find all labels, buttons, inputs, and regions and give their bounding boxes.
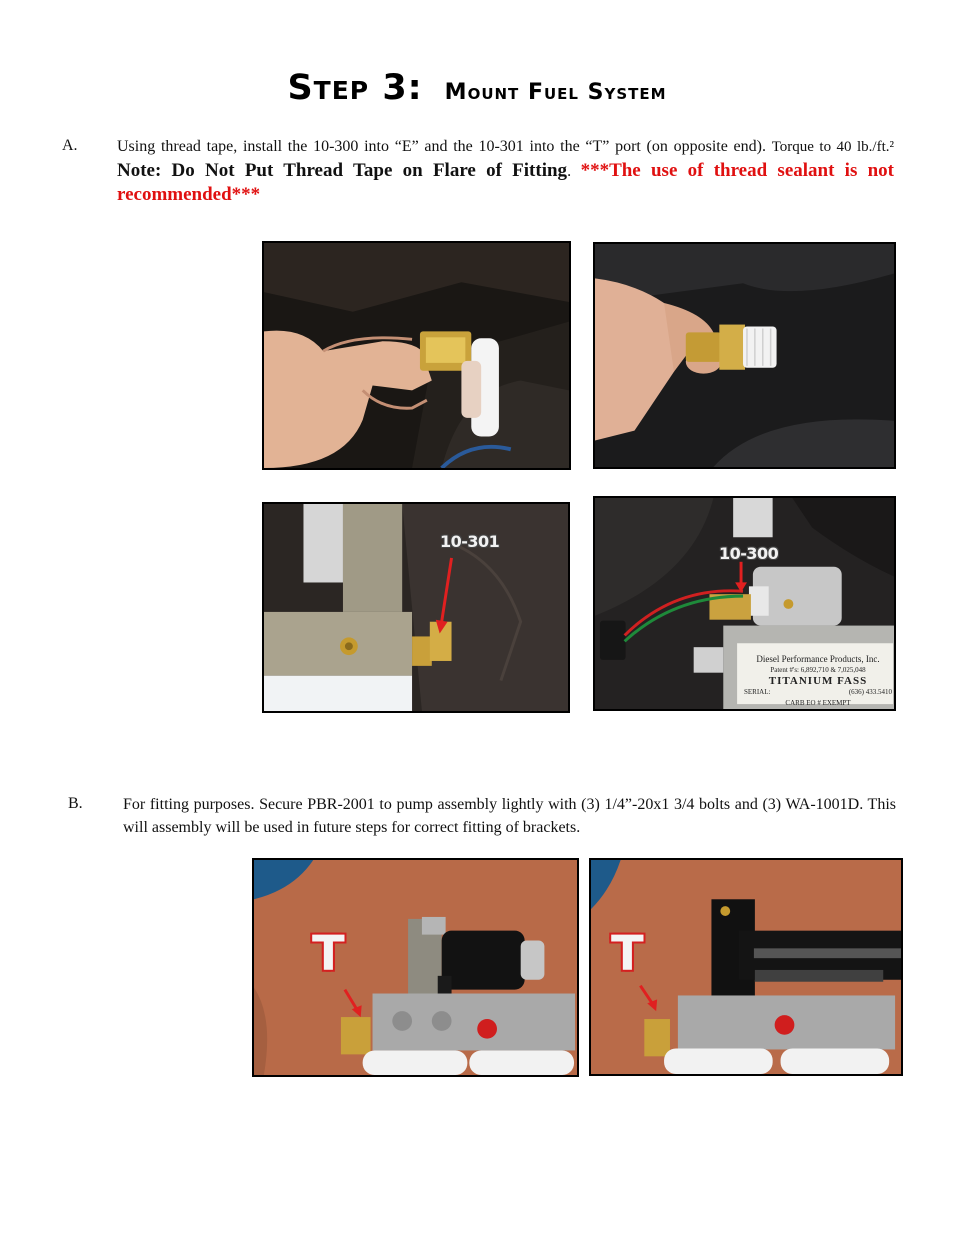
step-b-text: For fitting purposes. Secure PBR-2001 to pump assembly lightly with (3) 1/4”-20x1 3/4 bolts and (3) WA-1001D. This will assembly will be used in future steps for correct fitting of brackets.: [123, 796, 896, 836]
photo-10-300-installed: [593, 496, 896, 711]
plate-company: Diesel Performance Products, Inc.: [756, 654, 880, 664]
step-a-period: .: [567, 163, 572, 180]
plate-serial: SERIAL:: [744, 688, 771, 696]
step-b-letter: B.: [68, 795, 83, 812]
photo-pump-assembly-right: [589, 858, 903, 1076]
step-subtitle: Mount Fuel System: [444, 80, 667, 105]
plate-carb: CARB EO # EXEMPT: [785, 699, 851, 707]
step-a-text: [117, 135, 894, 207]
page-title: [0, 68, 954, 108]
step-a-torque: Torque to 40 lb./ft.²: [771, 139, 895, 155]
product-label-plate: [740, 654, 896, 709]
callout-10-300: 10-300: [719, 544, 779, 563]
step-a-letter: A.: [62, 137, 78, 154]
plate-phone: (636) 433.5410: [848, 688, 892, 696]
photo-pump-assembly-left: [252, 858, 579, 1077]
step-a-line1: Using thread tape, install the 10-300 into “E” and the 10-301 into the “T” port (on opposite end).: [117, 138, 766, 155]
photo-thread-tape-applied: [262, 241, 571, 470]
step-a-note: Note: Do Not Put Thread Tape on Flare of Fitting: [117, 160, 568, 181]
photo-taped-fitting: [593, 242, 896, 469]
plate-patent: Patent #'s: 6,892,710 & 7,025,048: [770, 666, 866, 674]
t-port-mark-left: T: [312, 926, 345, 982]
t-port-mark-right: T: [611, 926, 644, 982]
photo-10-301-installed: [262, 502, 570, 713]
callout-10-301: 10-301: [440, 532, 500, 551]
step-heading: Step 3:: [287, 68, 423, 108]
step-a-warning: ***The use of thread sealant is not recommended***: [117, 160, 894, 205]
plate-product: TITANIUM FASS: [768, 675, 868, 687]
